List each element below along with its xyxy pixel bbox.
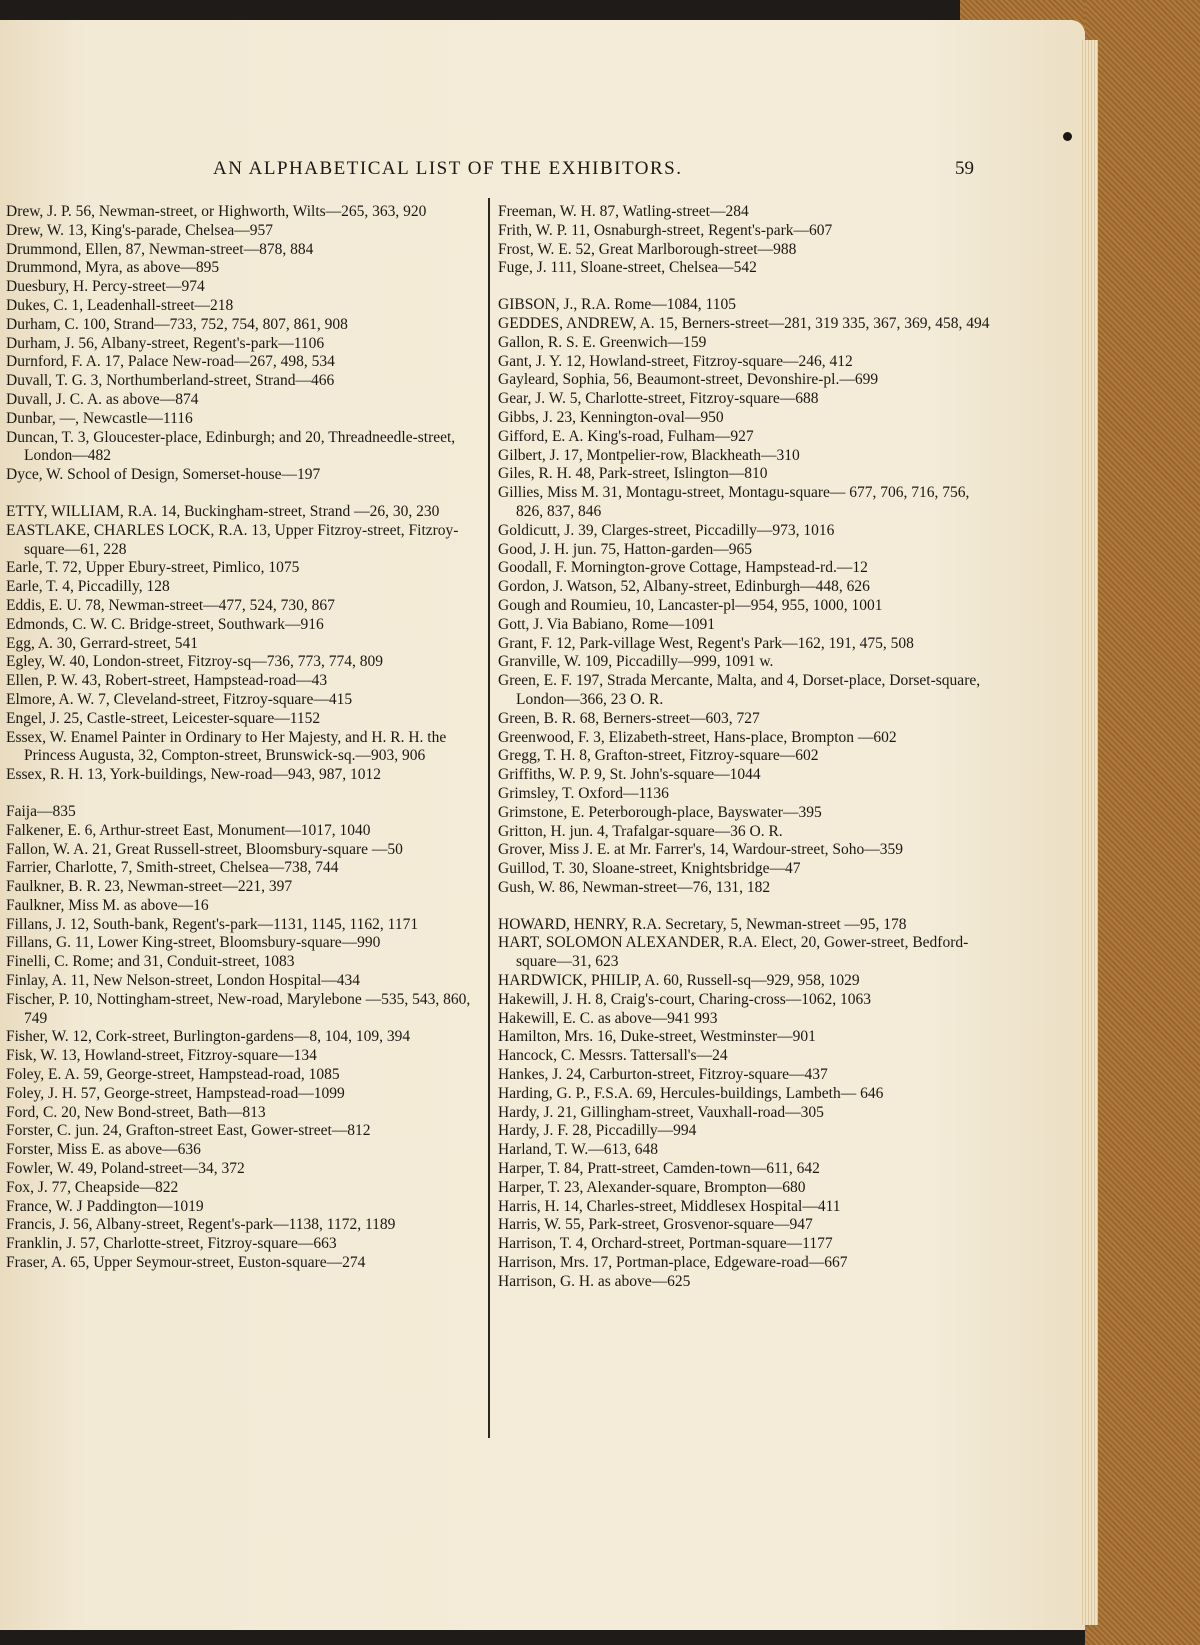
exhibitor-entry: Gritton, H. jun. 4, Trafalgar-square—36 O. R. [498, 822, 783, 840]
exhibitor-entry: Durham, C. 100, Strand—733, 752, 754, 807, 861, 908 [6, 315, 348, 333]
exhibitor-entry: Freeman, W. H. 87, Watling-street—284 [498, 203, 749, 220]
exhibitor-entry: Drummond, Ellen, 87, Newman-street—878, 884 [6, 240, 314, 258]
exhibitor-entry: Gibbs, J. 23, Kennington-oval—950 [498, 408, 724, 426]
exhibitor-entry: Ellen, P. W. 43, Robert-street, Hampstead-road—43 [6, 672, 328, 690]
exhibitor-entry: Harrison, G. H. as above—625 [498, 1272, 691, 1290]
exhibitor-entry: Forster, C. jun. 24, Grafton-street East, Gower-street—812 [6, 1122, 371, 1140]
exhibitor-entry: France, W. J Paddington—1019 [6, 1197, 204, 1215]
exhibitor-entry: HART, SOLOMON ALEXANDER, R.A. Elect, 20, Gower-street, Bedford-square—31, 623 [498, 934, 969, 971]
exhibitor-entry: Forster, Miss E. as above—636 [6, 1141, 201, 1159]
exhibitor-entry: Dyce, W. School of Design, Somerset-house—197 [6, 466, 321, 484]
exhibitor-entry: Grant, F. 12, Park-village West, Regent's Park—162, 191, 475, 508 [498, 634, 914, 652]
exhibitor-entry: Farrier, Charlotte, 7, Smith-street, Chelsea—738, 744 [6, 859, 339, 877]
exhibitor-entry: Frost, W. E. 52, Great Marlborough-street—988 [498, 240, 797, 258]
exhibitor-entry: Earle, T. 4, Piccadilly, 128 [6, 578, 170, 596]
exhibitor-entry: Drew, W. 13, King's-parade, Chelsea—957 [6, 221, 273, 239]
exhibitor-entry: Hakewill, E. C. as above—941 993 [498, 1009, 718, 1027]
exhibitor-entry: Finelli, C. Rome; and 31, Conduit-street, 1083 [6, 953, 295, 971]
exhibitor-entry: Eddis, E. U. 78, Newman-street—477, 524, 730, 867 [6, 596, 335, 614]
exhibitor-entry: Earle, T. 72, Upper Ebury-street, Pimlico, 1075 [6, 559, 300, 577]
exhibitor-entry: EASTLAKE, CHARLES LOCK, R.A. 13, Upper Fitzroy-street, Fitzroy-square—61, 228 [6, 521, 459, 558]
exhibitor-entry: Gifford, E. A. King's-road, Fulham—927 [498, 427, 754, 445]
page-sheet [0, 20, 1085, 1630]
exhibitor-entry: Gillies, Miss M. 31, Montagu-street, Montagu-square— 677, 706, 716, 756, 826, 837, 846 [498, 484, 970, 520]
exhibitor-entry: Hamilton, Mrs. 16, Duke-street, Westminster—901 [498, 1028, 816, 1046]
exhibitor-entry: Gush, W. 86, Newman-street—76, 131, 182 [498, 878, 771, 896]
exhibitor-entry: Giles, R. H. 48, Park-street, Islington—810 [498, 465, 768, 483]
exhibitor-entry: Francis, J. 56, Albany-street, Regent's-park—1138, 1172, 1189 [6, 1216, 396, 1234]
exhibitor-entry: ETTY, WILLIAM, R.A. 14, Buckingham-street, Strand —26, 30, 230 [6, 502, 440, 520]
exhibitor-entry: Franklin, J. 57, Charlotte-street, Fitzroy-square—663 [6, 1235, 337, 1253]
section-gap [498, 278, 998, 296]
exhibitor-entry: Durham, J. 56, Albany-street, Regent's-park—1106 [6, 334, 325, 352]
exhibitor-entry: Dukes, C. 1, Leadenhall-street—218 [6, 296, 234, 314]
exhibitor-entry: Dunbar, —, Newcastle—1116 [6, 409, 193, 427]
exhibitor-entry: Green, B. R. 68, Berners-street—603, 727 [498, 709, 760, 727]
exhibitor-entry: Harding, G. P., F.S.A. 69, Hercules-buildings, Lambeth— 646 [498, 1084, 884, 1102]
exhibitor-entry: HARDWICK, PHILIP, A. 60, Russell-sq—929, 958, 1029 [498, 972, 860, 990]
exhibitor-entry: Drew, J. P. 56, Newman-street, or Highworth, Wilts—265, 363, 920 [6, 203, 427, 220]
exhibitor-entry: Hakewill, J. H. 8, Craig's-court, Charing-cross—1062, 1063 [498, 990, 872, 1008]
exhibitor-entry: Goodall, F. Mornington-grove Cottage, Hampstead-rd.—12 [498, 559, 868, 577]
exhibitor-entry: Duvall, J. C. A. as above—874 [6, 390, 199, 408]
page-edges [1080, 40, 1098, 1625]
section-gap [6, 785, 484, 803]
exhibitor-entry: Greenwood, F. 3, Elizabeth-street, Hans-place, Brompton —602 [498, 728, 897, 746]
exhibitor-entry: Hankes, J. 24, Carburton-street, Fitzroy-square—437 [498, 1066, 828, 1084]
exhibitor-entry: Edmonds, C. W. C. Bridge-street, Southwark—916 [6, 615, 324, 633]
page-header-title: AN ALPHABETICAL LIST OF THE EXHIBITORS. [213, 158, 683, 179]
exhibitor-entry: Frith, W. P. 11, Osnaburgh-street, Regent's-park—607 [498, 221, 833, 239]
exhibitor-entry: Fillans, J. 12, South-bank, Regent's-park—1131, 1145, 1162, 1171 [6, 915, 419, 933]
exhibitor-entry: Egley, W. 40, London-street, Fitzroy-sq—736, 773, 774, 809 [6, 653, 383, 671]
ink-dot [1063, 132, 1072, 141]
exhibitor-entry: Faija—835 [6, 802, 76, 820]
exhibitor-entry: Fowler, W. 49, Poland-street—34, 372 [6, 1160, 245, 1178]
exhibitor-entry: Gregg, T. H. 8, Grafton-street, Fitzroy-square—602 [498, 747, 819, 765]
exhibitor-entry: Gallon, R. S. E. Greenwich—159 [498, 333, 707, 351]
exhibitor-entry: Essex, R. H. 13, York-buildings, New-road—943, 987, 1012 [6, 766, 382, 784]
exhibitor-entry: Hardy, J. 21, Gillingham-street, Vauxhall-road—305 [498, 1103, 824, 1121]
exhibitor-entry: Harris, H. 14, Charles-street, Middlesex Hospital—411 [498, 1197, 841, 1215]
exhibitor-entry: Gear, J. W. 5, Charlotte-street, Fitzroy-square—688 [498, 390, 819, 408]
exhibitor-entry: Gott, J. Via Babiano, Rome—1091 [498, 615, 716, 633]
exhibitor-entry: Gordon, J. Watson, 52, Albany-street, Edinburgh—448, 626 [498, 578, 870, 596]
exhibitor-entry: Faulkner, Miss M. as above—16 [6, 896, 209, 914]
exhibitor-entry: Green, E. F. 197, Strada Mercante, Malta, and 4, Dorset-place, Dorset-square, London—366, 23 O. R. [498, 672, 981, 708]
exhibitor-entry: Finlay, A. 11, New Nelson-street, London Hospital—434 [6, 972, 361, 990]
book-cover [1085, 0, 1200, 1645]
section-gap [6, 485, 484, 503]
exhibitor-entry: Faulkner, B. R. 23, Newman-street—221, 397 [6, 878, 293, 896]
exhibitor-entry: Drummond, Myra, as above—895 [6, 259, 220, 277]
exhibitor-entry: Granville, W. 109, Piccadilly—999, 1091 w. [498, 653, 774, 671]
exhibitor-entry: Falkener, E. 6, Arthur-street East, Monument—1017, 1040 [6, 821, 371, 839]
exhibitor-entry: Gant, J. Y. 12, Howland-street, Fitzroy-square—246, 412 [498, 352, 853, 370]
exhibitor-entry: Essex, W. Enamel Painter in Ordinary to Her Majesty, and H. R. H. the Princess Augusta, 32, Compton-street, Brunswick-sq.—903, 906 [6, 728, 447, 765]
exhibitor-entry: Fischer, P. 10, Nottingham-street, New-road, Marylebone —535, 543, 860, 749 [6, 990, 471, 1027]
exhibitor-entry: Egg, A. 30, Gerrard-street, 541 [6, 634, 198, 652]
column-divider [488, 198, 490, 1438]
exhibitor-entry: HOWARD, HENRY, R.A. Secretary, 5, Newman-street —95, 178 [498, 915, 907, 933]
exhibitor-entry: Fillans, G. 11, Lower King-street, Bloomsbury-square—990 [6, 934, 381, 952]
exhibitor-entry: Guillod, T. 30, Sloane-street, Knightsbridge—47 [498, 860, 801, 878]
left-column [6, 203, 484, 1273]
exhibitor-entry: Elmore, A. W. 7, Cleveland-street, Fitzroy-square—415 [6, 690, 353, 708]
right-column [498, 203, 998, 1292]
exhibitor-entry: Fraser, A. 65, Upper Seymour-street, Euston-square—274 [6, 1254, 366, 1272]
exhibitor-entry: Grimsley, T. Oxford—1136 [498, 784, 669, 802]
exhibitor-entry: Harrison, T. 4, Orchard-street, Portman-square—1177 [498, 1235, 833, 1253]
exhibitor-entry: Harris, W. 55, Park-street, Grosvenor-square—947 [498, 1216, 813, 1234]
exhibitor-entry: Duesbury, H. Percy-street—974 [6, 278, 205, 296]
exhibitor-entry: Foley, J. H. 57, George-street, Hampstead-road—1099 [6, 1084, 345, 1102]
exhibitor-entry: Good, J. H. jun. 75, Hatton-garden—965 [498, 540, 752, 558]
exhibitor-entry: Griffiths, W. P. 9, St. John's-square—1044 [498, 766, 761, 784]
exhibitor-entry: Fisher, W. 12, Cork-street, Burlington-gardens—8, 104, 109, 394 [6, 1028, 411, 1046]
exhibitor-entry: Fuge, J. 111, Sloane-street, Chelsea—542 [498, 259, 757, 277]
exhibitor-entry: Harland, T. W.—613, 648 [498, 1141, 659, 1159]
exhibitor-entry: Fallon, W. A. 21, Great Russell-street, Bloomsbury-square —50 [6, 840, 403, 858]
exhibitor-entry: Harrison, Mrs. 17, Portman-place, Edgeware-road—667 [498, 1254, 848, 1272]
exhibitor-entry: Gough and Roumieu, 10, Lancaster-pl—954, 955, 1000, 1001 [498, 596, 883, 614]
exhibitor-entry: Harper, T. 84, Pratt-street, Camden-town—611, 642 [498, 1160, 820, 1178]
exhibitor-entry: Goldicutt, J. 39, Clarges-street, Piccadilly—973, 1016 [498, 521, 835, 539]
exhibitor-entry: Duvall, T. G. 3, Northumberland-street, Strand—466 [6, 372, 335, 390]
exhibitor-entry: Engel, J. 25, Castle-street, Leicester-square—1152 [6, 709, 321, 727]
exhibitor-entry: Foley, E. A. 59, George-street, Hampstead-road, 1085 [6, 1066, 340, 1084]
exhibitor-entry: Hardy, J. F. 28, Piccadilly—994 [498, 1122, 697, 1140]
section-gap [498, 898, 998, 916]
exhibitor-entry: Duncan, T. 3, Gloucester-place, Edinburgh; and 20, Threadneedle-street, London—482 [6, 428, 456, 465]
exhibitor-entry: Fox, J. 77, Cheapside—822 [6, 1178, 179, 1196]
exhibitor-entry: Gilbert, J. 17, Montpelier-row, Blackheath—310 [498, 446, 800, 464]
exhibitor-entry: Grover, Miss J. E. at Mr. Farrer's, 14, Wardour-street, Soho—359 [498, 841, 903, 859]
exhibitor-entry: Harper, T. 23, Alexander-square, Brompton—680 [498, 1178, 806, 1196]
exhibitor-entry: GEDDES, ANDREW, A. 15, Berners-street—281, 319 335, 367, 369, 458, 494 [498, 314, 990, 332]
exhibitor-entry: Durnford, F. A. 17, Palace New-road—267, 498, 534 [6, 353, 335, 371]
exhibitor-entry: Hancock, C. Messrs. Tattersall's—24 [498, 1047, 728, 1065]
exhibitor-entry: Gayleard, Sophia, 56, Beaumont-street, Devonshire-pl.—699 [498, 371, 879, 389]
exhibitor-entry: Fisk, W. 13, Howland-street, Fitzroy-square—134 [6, 1047, 317, 1065]
page-number: 59 [955, 158, 974, 179]
exhibitor-entry: Ford, C. 20, New Bond-street, Bath—813 [6, 1103, 266, 1121]
exhibitor-entry: Grimstone, E. Peterborough-place, Bayswater—395 [498, 803, 822, 821]
exhibitor-entry: GIBSON, J., R.A. Rome—1084, 1105 [498, 296, 736, 314]
